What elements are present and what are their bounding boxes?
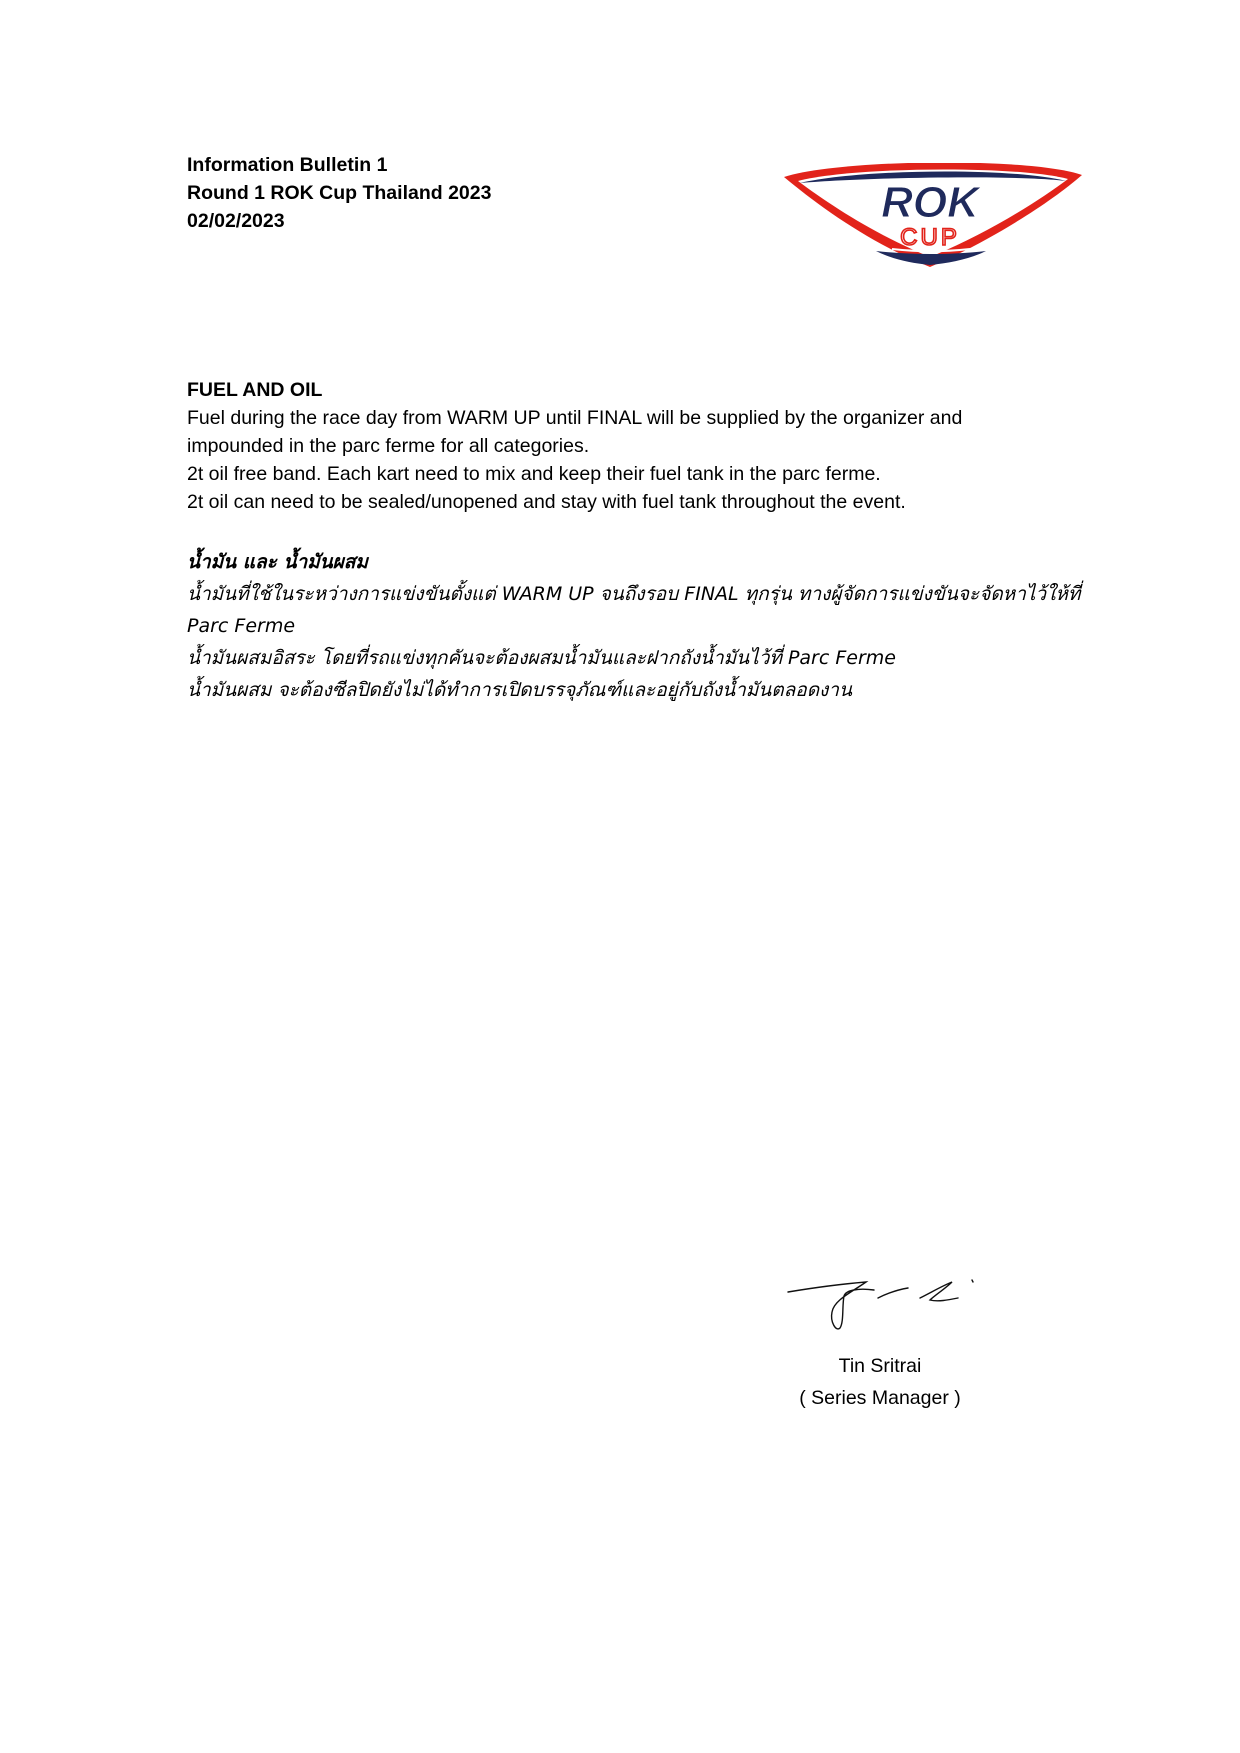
signatory-title: ( Series Manager ) <box>799 1387 961 1409</box>
bulletin-title: Information Bulletin 1 <box>187 154 388 176</box>
signatory-name: Tin Sritrai <box>838 1355 922 1377</box>
paragraph-line: น้ำมันที่ใช้ในระหว่างการแข่งขันตั้งแต่ WARM UP จนถึงรอบ FINAL ทุกรุ่น ทางผู้จัดการแข่งขันจะจัดหาไว้ให้ที่ <box>187 583 1081 605</box>
rok-cup-logo <box>780 163 1086 278</box>
fuel-and-oil-section-english <box>187 376 1087 516</box>
paragraph-line: น้ำมันผสมอิสระ โดยที่รถแข่งทุกคันจะต้องผสมน้ำมันและฝากถังน้ำมันไว้ที่ Parc Ferme <box>187 647 896 669</box>
svg-text:CUP: CUP <box>900 224 960 251</box>
bulletin-date: 02/02/2023 <box>187 210 285 232</box>
paragraph-line: 2t oil free band. Each kart need to mix and keep their fuel tank in the parc ferme. <box>187 463 881 485</box>
paragraph-line: น้ำมันผสม จะต้องซีลปิดยังไม่ได้ทำการเปิดบรรจุภัณฑ์และอยู่กับถังน้ำมันตลอดงาน <box>187 679 852 701</box>
paragraph-line: impounded in the parc ferme for all categories. <box>187 435 590 457</box>
paragraph-line: 2t oil can need to be sealed/unopened and stay with fuel tank throughout the event. <box>187 491 906 513</box>
section-heading: น้ำมัน และ น้ำมันผสม <box>187 551 368 573</box>
signatory-block <box>760 1350 1000 1414</box>
section-heading: FUEL AND OIL <box>187 379 323 401</box>
handwritten-signature <box>782 1278 982 1336</box>
fuel-and-oil-section-thai <box>187 546 1087 706</box>
svg-text:ROK: ROK <box>881 178 979 227</box>
paragraph-line: Fuel during the race day from WARM UP until FINAL will be supplied by the organizer and <box>187 407 963 429</box>
bulletin-header <box>187 151 747 235</box>
paragraph-line: Parc Ferme <box>187 615 296 637</box>
event-name: Round 1 ROK Cup Thailand 2023 <box>187 182 492 204</box>
